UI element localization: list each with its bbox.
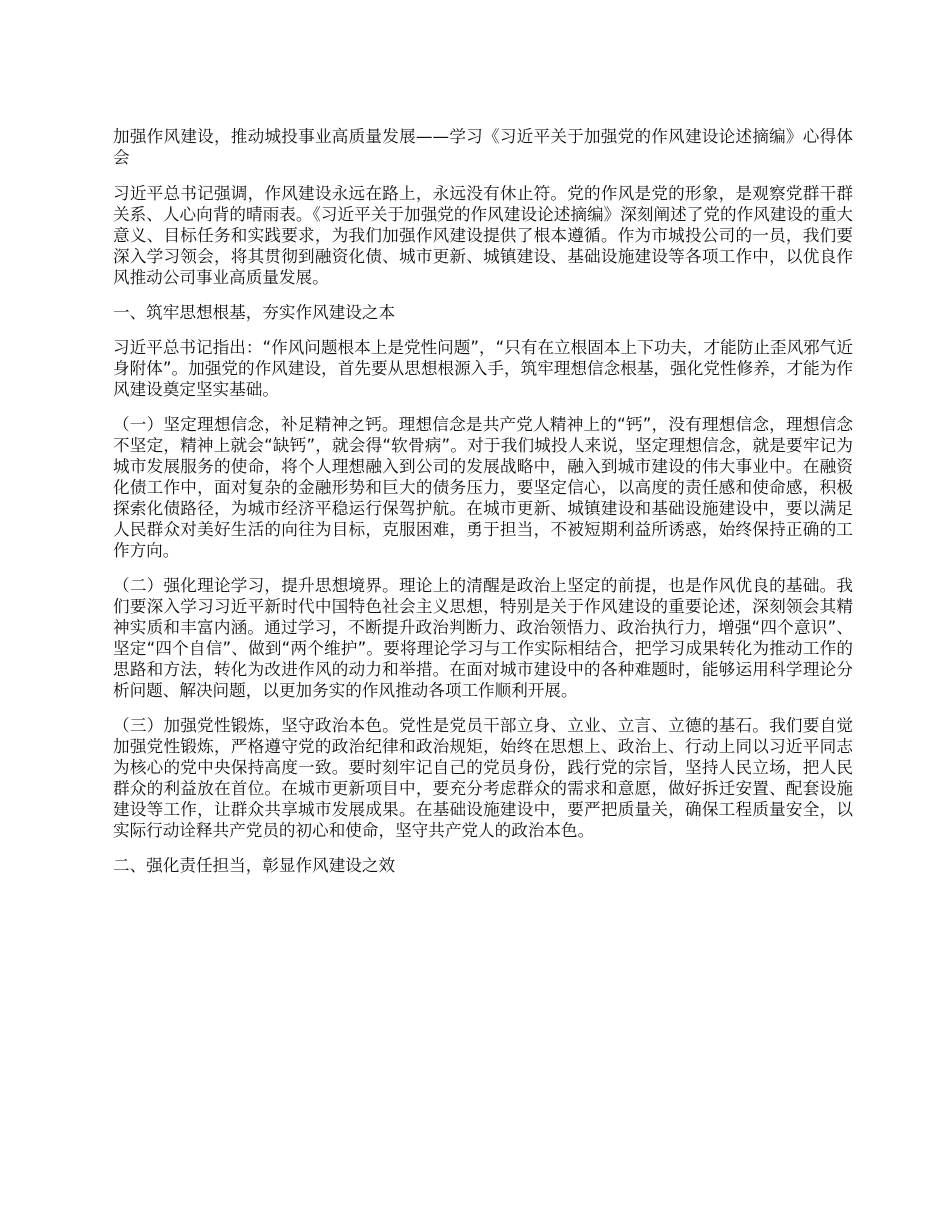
section-heading-1: 一、筑牢思想根基，夯实作风建设之本 — [113, 303, 396, 322]
subsection-1-paragraph: （一）坚定理想信念，补足精神之钙。理想信念是共产党人精神上的“钙”，没有理想信念，理想信念不坚定，精神上就会“缺钙”，就会得“软骨病”。对于我们城投人来说，坚定理想信念，就是要牢记为城市发展服务的使命，将个人理想融入到公司的发展战略中，融入到城市建设的伟大事业中。在融资化债工作中，面对复杂的金融形势和巨大的债务压力，要坚定信心，以高度的责任感和使命感，积极探索化债路径，为城市经济平稳运行保驾护航。在城市更新、城镇建设和基础设施建设中，要以满足人民群众对美好生活的向往为目标，克服困难，勇于担当，不被短期利益所诱惑，始终保持正确的工作方向。 — [113, 415, 853, 560]
section-heading-2: 二、强化责任担当，彰显作风建设之效 — [113, 856, 396, 875]
section-1-intro-paragraph: 习近平总书记指出：“作风问题根本上是党性问题”，“只有在立根固本上下功夫，才能防止歪风邪气近身附体”。加强党的作风建设，首先要从思想根源入手，筑牢理想信念根基，强化党性修养，才能为作风建设奠定坚实基础。 — [113, 338, 853, 399]
subsection-3-paragraph: （三）加强党性锻炼，坚守政治本色。党性是党员干部立身、立业、立言、立德的基石。我们要自觉加强党性锻炼，严格遵守党的政治纪律和政治规矩，始终在思想上、政治上、行动上同以习近平同志为核心的党中央保持高度一致。要时刻牢记自己的党员身份，践行党的宗旨，坚持人民立场，把人民群众的利益放在首位。在城市更新项目中，要充分考虑群众的需求和意愿，做好拆迁安置、配套设施建设等工作，让群众共享城市发展成果。在基础设施建设中，要严把质量关，确保工程质量安全，以实际行动诠释共产党员的初心和使命，坚守共产党人的政治本色。 — [113, 716, 853, 840]
document-title: 加强作风建设，推动城投事业高质量发展——学习《习近平关于加强党的作风建设论述摘编》心得体会 — [113, 127, 853, 167]
intro-paragraph: 习近平总书记强调，作风建设永远在路上，永远没有休止符。党的作风是党的形象，是观察党群干群关系、人心向背的晴雨表。《习近平关于加强党的作风建设论述摘编》深刻阐述了党的作风建设的重大意义、目标任务和实践要求，为我们加强作风建设提供了根本遵循。作为市城投公司的一员，我们要深入学习领会，将其贯彻到融资化债、城市更新、城镇建设、基础设施建设等各项工作中，以优良作风推动公司事业高质量发展。 — [113, 184, 853, 287]
document-page — [113, 126, 853, 890]
subsection-2-paragraph: （二）强化理论学习，提升思想境界。理论上的清醒是政治上坚定的前提，也是作风优良的基础。我们要深入学习习近平新时代中国特色社会主义思想，特别是关于作风建设的重要论述，深刻领会其精神实质和丰富内涵。通过学习，不断提升政治判断力、政治领悟力、政治执行力，增强“四个意识”、坚定“四个自信”、做到“两个维护”。要将理论学习与工作实际相结合，把学习成果转化为推动工作的思路和方法，转化为改进作风的动力和举措。在面对城市建设中的各种难题时，能够运用科学理论分析问题、解决问题，以更加务实的作风推动各项工作顺利开展。 — [113, 576, 853, 700]
